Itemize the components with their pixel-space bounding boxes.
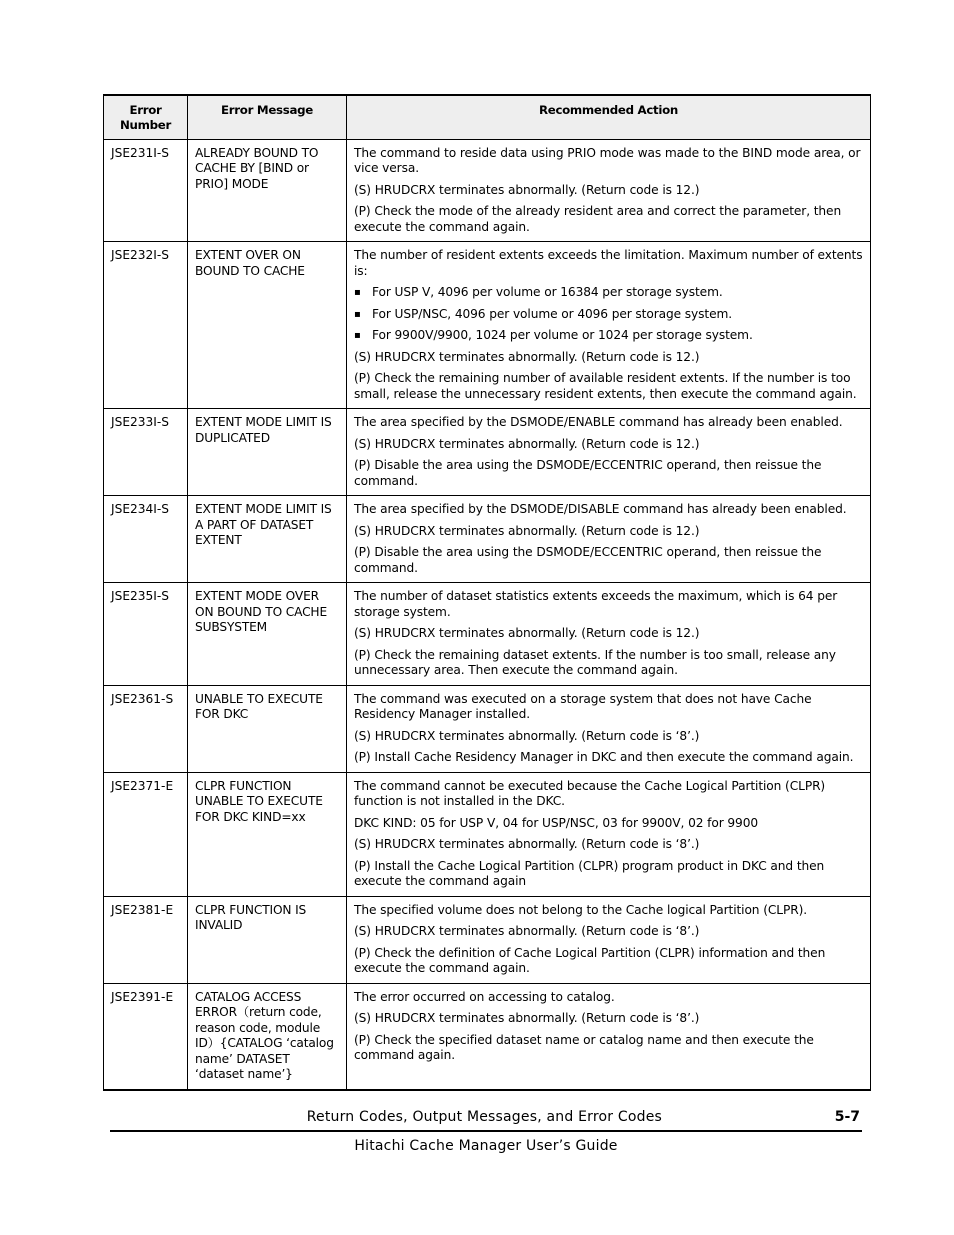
action-paragraph: (S) HRUDCRX terminates abnormally. (Return code is 12.) (354, 523, 700, 538)
action-paragraph: The command cannot be executed because the Cache Logical Partition (CLPR) function is not installed in the DKC. (354, 778, 826, 808)
error-number-cell: JSE231I-S (104, 139, 188, 242)
header-error-number: Error Number (104, 95, 188, 139)
error-number-cell: JSE234I-S (104, 496, 188, 583)
table-body (104, 139, 871, 1090)
recommended-action-cell (347, 409, 871, 496)
action-paragraph: (P) Check the remaining number of available resident extents. If the number is too small, release the unnecessary resident extents, then execute the command again. (354, 371, 857, 401)
action-paragraph: (S) HRUDCRX terminates abnormally. (Return code is ‘8’.) (354, 924, 700, 938)
action-paragraph: The specified volume does not belong to the Cache logical Partition (CLPR). (354, 902, 808, 917)
action-paragraph: The command to reside data using PRIO mode was made to the BIND mode area, or vice versa. (354, 145, 861, 175)
header-recommended-action: Recommended Action (347, 95, 871, 139)
action-paragraph: (P) Check the mode of the already resident area and correct the parameter, then execute the command again. (354, 204, 842, 234)
error-number-cell: JSE235I-S (104, 583, 188, 686)
table-row (104, 896, 871, 983)
header-error-message: Error Message (188, 95, 347, 139)
action-bullet-item: ▪ For 9900V/9900, 1024 per volume or 1024 per storage system. (354, 328, 863, 344)
error-message-cell: EXTENT MODE OVER ON BOUND TO CACHE SUBSYSTEM (188, 583, 347, 686)
error-message-cell: ALREADY BOUND TO CACHE BY [BIND or PRIO] MODE (188, 139, 347, 242)
table-row (104, 772, 871, 896)
action-paragraph: The number of dataset statistics extents exceeds the maximum, which is 64 per storage system. (354, 589, 838, 619)
error-message-cell: CATALOG ACCESS ERROR（return code, reason code, module ID）{CATALOG ‘catalog name’ DATASET ‘dataset name’} (188, 983, 347, 1090)
recommended-action-cell (347, 139, 871, 242)
action-paragraph: The error occurred on accessing to catalog. (354, 989, 615, 1004)
action-paragraph: (S) HRUDCRX terminates abnormally. (Return code is 12.) (354, 436, 700, 451)
header-row (104, 95, 871, 139)
action-paragraph: (P) Disable the area using the DSMODE/ECCENTRIC operand, then reissue the command. (354, 458, 822, 488)
action-paragraph: (S) HRUDCRX terminates abnormally. (Return code is ‘8’.) (354, 1011, 700, 1025)
action-bullet-item: ▪ For USP/NSC, 4096 per volume or 4096 per storage system. (354, 307, 863, 323)
action-paragraph: (S) HRUDCRX terminates abnormally. (Return code is 12.) (354, 349, 700, 364)
action-paragraph: DKC KIND: 05 for USP V, 04 for USP/NSC, 03 for 9900V, 02 for 9900 (354, 815, 759, 830)
table-row (104, 139, 871, 242)
footer-guide-title: Hitachi Cache Manager User’s Guide (354, 1138, 618, 1154)
error-message-cell: EXTENT MODE LIMIT IS A PART OF DATASET EXTENT (188, 496, 347, 583)
recommended-action-cell (347, 896, 871, 983)
action-paragraph: (P) Disable the area using the DSMODE/ECCENTRIC operand, then reissue the command. (354, 545, 822, 575)
table-row (104, 242, 871, 409)
error-message-cell: CLPR FUNCTION IS INVALID (188, 896, 347, 983)
action-paragraph: (P) Check the remaining dataset extents. If the number is too small, release any unnecessary area. Then execute the command again. (354, 647, 836, 677)
action-paragraph: (P) Check the specified dataset name or catalog name and then execute the command again. (354, 1032, 814, 1062)
error-number-cell: JSE2381-E (104, 896, 188, 983)
action-paragraph: (S) HRUDCRX terminates abnormally. (Return code is ‘8’.) (354, 728, 700, 743)
table-row (104, 983, 871, 1090)
action-paragraph: (S) HRUDCRX terminates abnormally. (Return code is 12.) (354, 626, 700, 640)
error-message-cell: UNABLE TO EXECUTE FOR DKC (188, 685, 347, 772)
footer-divider (110, 1130, 862, 1132)
action-paragraph: (S) HRUDCRX terminates abnormally. (Return code is 12.) (354, 182, 700, 197)
table-row (104, 496, 871, 583)
action-paragraph: The area specified by the DSMODE/DISABLE command has already been enabled. (354, 502, 847, 516)
recommended-action-cell (347, 583, 871, 686)
recommended-action-cell (347, 242, 871, 409)
error-message-cell: CLPR FUNCTION UNABLE TO EXECUTE FOR DKC KIND=xx (188, 772, 347, 896)
action-paragraph: (S) HRUDCRX terminates abnormally. (Return code is ‘8’.) (354, 837, 700, 851)
action-paragraph: (P) Install the Cache Logical Partition (CLPR) program product in DKC and then execute the command again (354, 858, 825, 888)
error-codes-table (103, 94, 871, 1091)
table-header (104, 95, 871, 139)
error-number-cell: JSE233I-S (104, 409, 188, 496)
action-paragraph: The number of resident extents exceeds the limitation. Maximum number of extents is: (354, 248, 863, 278)
recommended-action-cell (347, 685, 871, 772)
recommended-action-cell (347, 496, 871, 583)
table-row (104, 685, 871, 772)
error-message-cell: EXTENT MODE LIMIT IS DUPLICATED (188, 409, 347, 496)
error-number-cell: JSE232I-S (104, 242, 188, 409)
action-paragraph: The command was executed on a storage system that does not have Cache Residency Manager installed. (354, 691, 812, 721)
error-message-cell: EXTENT OVER ON BOUND TO CACHE (188, 242, 347, 409)
footer-page-number: 5-7 (834, 1109, 860, 1125)
error-number-cell: JSE2391-E (104, 983, 188, 1090)
recommended-action-cell (347, 983, 871, 1090)
action-paragraph: The area specified by the DSMODE/ENABLE command has already been enabled. (354, 415, 843, 429)
table-row (104, 409, 871, 496)
recommended-action-cell (347, 772, 871, 896)
error-number-cell: JSE2371-E (104, 772, 188, 896)
action-paragraph: (P) Check the definition of Cache Logical Partition (CLPR) information and then execute the command again. (354, 945, 826, 975)
table-row (104, 583, 871, 686)
error-number-cell: JSE2361-S (104, 685, 188, 772)
action-bullet-item: ▪ For USP V, 4096 per volume or 16384 per storage system. (354, 285, 863, 301)
action-paragraph: (P) Install Cache Residency Manager in DKC and then execute the command again. (354, 750, 854, 764)
footer-section-title: Return Codes, Output Messages, and Error Codes (306, 1109, 662, 1125)
